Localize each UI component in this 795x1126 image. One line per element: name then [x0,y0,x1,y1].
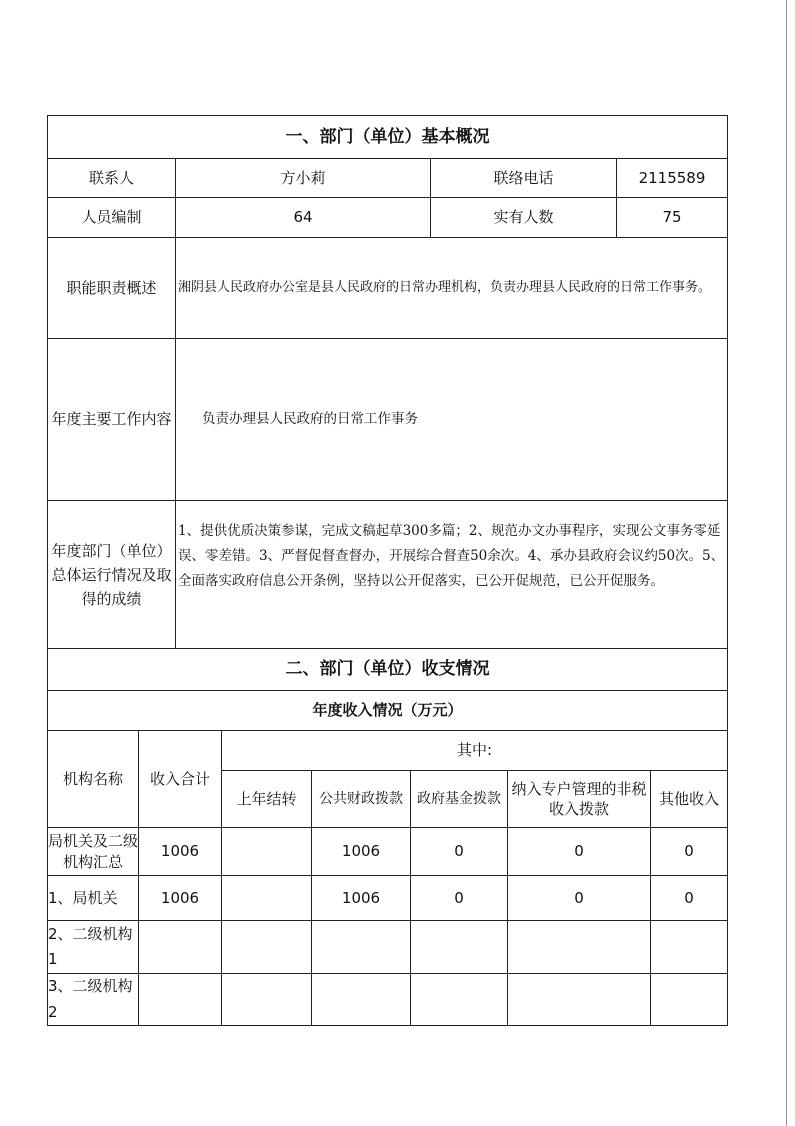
performance-value: 1、提供优质决策参谋，完成文稿起草300多篇；2、规范办文办事程序，实现公文事务零延误、零差错。3、严督促督查督办，开展综合督查50余次。4、承办县政府会议约50次。5、全面落实政府信息公开条例，坚持以公开促落实，已公开促规范，已公开促服务。 [176,501,728,649]
row-public-finance [312,921,411,974]
duties-value: 湘阴县人民政府办公室是县人民政府的日常办理机构，负责办理县人民政府的日常工作事务。 [176,238,728,339]
income-subtitle: 年度收入情况（万元） [48,691,728,731]
header-org: 机构名称 [48,731,139,828]
row-other [651,974,728,1026]
row-gov-fund [411,974,508,1026]
table-row [48,876,728,921]
row-gov-fund: 0 [411,876,508,921]
row-other: 0 [651,828,728,876]
row-carryover [222,876,312,921]
phone-value: 2115589 [617,159,728,198]
staff-quota-value: 64 [176,198,431,238]
actual-staff-label: 实有人数 [431,198,617,238]
header-carryover: 上年结转 [222,771,312,828]
scan-edge [786,0,787,1126]
row-non-tax [508,974,651,1026]
phone-label: 联络电话 [431,159,617,198]
row-org: 局机关及二级机构汇总 [48,828,139,876]
row-other [651,921,728,974]
row-non-tax: 0 [508,828,651,876]
table-row [48,974,728,1026]
row-org: 2、二级机构1 [48,921,139,974]
row-non-tax [508,921,651,974]
row-public-finance: 1006 [312,876,411,921]
table-row [48,828,728,876]
row-other: 0 [651,876,728,921]
row-gov-fund: 0 [411,828,508,876]
row-total [139,921,222,974]
row-total: 1006 [139,828,222,876]
header-public-finance: 公共财政拨款 [312,771,411,828]
annual-work-value: 负责办理县人民政府的日常工作事务 [176,339,728,501]
table-row [48,921,728,974]
row-carryover [222,828,312,876]
row-org: 1、局机关 [48,876,139,921]
row-total: 1006 [139,876,222,921]
contact-label: 联系人 [48,159,176,198]
performance-label: 年度部门（单位）总体运行情况及取得的成绩 [48,501,176,649]
row-org: 3、二级机构2 [48,974,139,1026]
actual-staff-value: 75 [617,198,728,238]
header-gov-fund: 政府基金拨款 [411,771,508,828]
basic-info-table [47,115,728,649]
staff-quota-label: 人员编制 [48,198,176,238]
section2-title: 二、部门（单位）收支情况 [48,649,728,691]
header-total: 收入合计 [139,731,222,828]
header-other: 其他收入 [651,771,728,828]
header-non-tax: 纳入专户管理的非税收入拨款 [508,771,651,828]
row-carryover [222,974,312,1026]
duties-label: 职能职责概述 [48,238,176,339]
row-gov-fund [411,921,508,974]
row-non-tax: 0 [508,876,651,921]
income-table [47,648,728,1026]
row-public-finance [312,974,411,1026]
row-public-finance: 1006 [312,828,411,876]
contact-value: 方小莉 [176,159,431,198]
row-total [139,974,222,1026]
header-among: 其中: [222,731,728,771]
section1-title: 一、部门（单位）基本概况 [48,116,728,159]
row-carryover [222,921,312,974]
annual-work-label: 年度主要工作内容 [48,339,176,501]
